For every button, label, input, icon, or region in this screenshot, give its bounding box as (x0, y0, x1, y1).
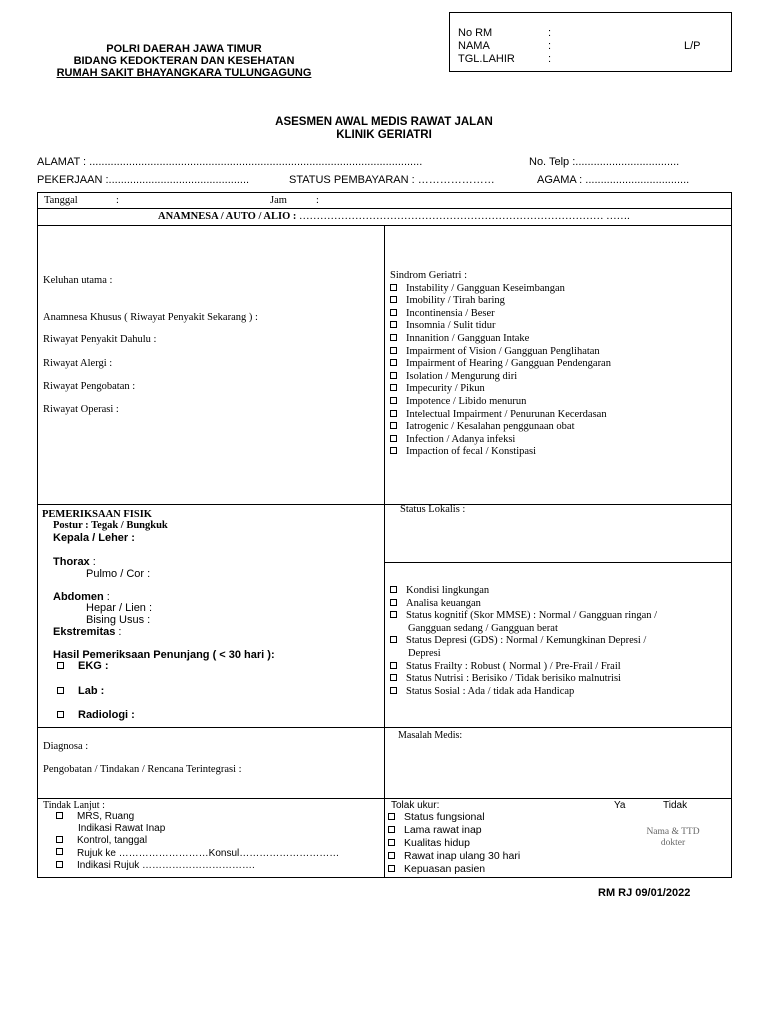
kepala-leher-field: Kepala / Leher : (53, 532, 135, 544)
bising-usus-field: Bising Usus : (86, 614, 151, 626)
no-rm-colon: : (548, 27, 552, 39)
tolak-ukur-title: Tolak ukur: (391, 800, 440, 811)
checkbox[interactable] (390, 284, 397, 291)
status-lokalis-field: Status Lokalis : (400, 504, 466, 515)
tindak-lanjut-list (56, 811, 339, 872)
status-item: Status kognitif (Skor MMSE) : Normal / Gangguan ringan / (390, 610, 730, 623)
thorax-field (53, 556, 96, 568)
rujuk-option: Rujuk ke ………………………Konsul………………………… (56, 848, 339, 860)
ekg-label: EKG : (78, 660, 109, 672)
tanggal-row (44, 195, 319, 206)
nama-label: NAMA (458, 40, 490, 52)
jam-label: Jam (270, 195, 287, 206)
postur-field: Postur : Tegak / Bungkuk (53, 520, 168, 531)
status-item: Status Frailty : Robust ( Normal ) / Pre-Frail / Frail (390, 661, 730, 674)
checkbox[interactable] (388, 865, 395, 872)
checkbox[interactable] (388, 813, 395, 820)
tolak-ukur-item: Lama rawat inap (388, 824, 520, 837)
checkbox[interactable] (390, 674, 397, 681)
anamnesis-field-khusus: Anamnesa Khusus ( Riwayat Penyakit Sekarang ) : (43, 312, 258, 323)
sindrom-item: Isolation / Mengurung diri (390, 371, 730, 384)
tolak-ukur-item: Kepuasan pasien (388, 863, 520, 876)
tanggal-colon: : (116, 195, 119, 206)
abdomen-colon: : (103, 591, 110, 603)
checkbox[interactable] (388, 839, 395, 846)
sindrom-item: Innanition / Gangguan Intake (390, 333, 730, 346)
sindrom-item: Incontinensia / Beser (390, 308, 730, 321)
agama-field: AGAMA : .................................. (537, 174, 690, 186)
checkbox[interactable] (390, 296, 397, 303)
checkbox[interactable] (390, 397, 397, 404)
jam-colon: : (316, 195, 319, 206)
mrs-option: MRS, Ruang (56, 811, 339, 823)
checkbox[interactable] (390, 447, 397, 454)
checkbox[interactable] (56, 861, 63, 868)
sindrom-item: Infection / Adanya infeksi (390, 434, 730, 447)
kontrol-option: Kontrol, tanggal (56, 835, 339, 847)
abdomen-label: Abdomen (53, 591, 104, 603)
checkbox[interactable] (390, 422, 397, 429)
checkbox[interactable] (56, 848, 63, 855)
diagnosa-field: Diagnosa : (43, 741, 89, 752)
checkbox[interactable] (390, 611, 397, 618)
sindrom-item: Insomnia / Sulit tidur (390, 320, 730, 333)
sindrom-item: Impaction of fecal / Konstipasi (390, 446, 730, 459)
sindrom-item: Instability / Gangguan Keseimbangan (390, 283, 730, 296)
checkbox[interactable] (390, 372, 397, 379)
checkbox[interactable] (390, 662, 397, 669)
anamnesis-field-pengobatan: Riwayat Pengobatan : (43, 381, 136, 392)
sindrom-item: Intelectual Impairment / Penurunan Kecerdasan (390, 409, 730, 422)
pulmo-cor-field: Pulmo / Cor : (86, 568, 151, 580)
anamnesa-label: ANAMNESA / AUTO / ALIO : (158, 211, 297, 222)
checkbox[interactable] (390, 334, 397, 341)
indikasi-rawat-inap: Indikasi Rawat Inap (78, 823, 166, 835)
radiologi-field (57, 709, 135, 721)
status-checklist (390, 585, 730, 698)
sindrom-item: Impecurity / Pikun (390, 383, 730, 396)
hepar-lien-field: Hepar / Lien : (86, 602, 153, 614)
thorax-colon: : (89, 556, 96, 568)
tgl-lahir-colon: : (548, 53, 552, 65)
checkbox[interactable] (390, 599, 397, 606)
nama-colon: : (548, 40, 552, 52)
lp-label: L/P (684, 40, 701, 52)
tolak-ukur-item: Status fungsional (388, 811, 520, 824)
patient-id-fields (458, 27, 701, 66)
lab-field (57, 685, 104, 697)
no-telp-field: No. Telp :.................................. (529, 156, 680, 168)
signature-line-2: dokter (660, 838, 686, 848)
ya-column-header: Ya (614, 800, 626, 811)
form-title (0, 116, 768, 142)
ekstremitas-field (53, 626, 122, 638)
status-item: Analisa keuangan (390, 598, 730, 611)
anamnesis-field-operasi: Riwayat Operasi : (43, 404, 119, 415)
signature-line-1: Nama & TTD (646, 827, 700, 837)
pemeriksaan-fisik-title: PEMERIKSAAN FISIK (42, 509, 152, 520)
doctor-signature-label (628, 827, 718, 849)
hasil-penunjang-field: Hasil Pemeriksaan Penunjang ( < 30 hari ): (53, 649, 275, 661)
alamat-field: ALAMAT : ............................................................................................................. (37, 156, 423, 168)
tidak-column-header: Tidak (663, 800, 688, 811)
ekstremitas-colon: : (115, 626, 122, 638)
checkbox[interactable] (390, 321, 397, 328)
checkbox[interactable] (390, 435, 397, 442)
checkbox[interactable] (388, 852, 395, 859)
checkbox[interactable] (388, 826, 395, 833)
org-line-3: RUMAH SAKIT BHAYANGKARA TULUNGAGUNG (56, 67, 312, 79)
form-code: RM RJ 09/01/2022 (598, 887, 691, 899)
sindrom-geriatri-title: Sindrom Geriatri : (390, 270, 467, 281)
checkbox[interactable] (390, 309, 397, 316)
no-rm-label: No RM (458, 27, 493, 39)
sindrom-item: Impairment of Vision / Gangguan Penglihatan (390, 346, 730, 359)
rule-below-tanggal (37, 208, 732, 209)
checkbox[interactable] (56, 812, 63, 819)
tindak-lanjut-title: Tindak Lanjut : (43, 800, 105, 811)
anamnesis-field-penyakit-dahulu: Riwayat Penyakit Dahulu : (43, 334, 157, 345)
status-item: Kondisi lingkungan (390, 585, 730, 598)
lab-label: Lab : (78, 685, 105, 697)
checkbox[interactable] (56, 836, 63, 843)
anamnesis-field-alergi: Riwayat Alergi : (43, 358, 113, 369)
ekstremitas-label: Ekstremitas (53, 626, 116, 638)
ekg-checkbox[interactable] (57, 662, 64, 669)
pengobatan-field: Pengobatan / Tindakan / Rencana Terintegrasi : (43, 764, 242, 775)
sindrom-geriatri-section (390, 270, 730, 459)
sindrom-item: Impotence / Libido menurun (390, 396, 730, 409)
org-line-1: POLRI DAERAH JAWA TIMUR (106, 43, 262, 55)
tgl-lahir-label: TGL.LAHIR (458, 53, 515, 65)
tolak-ukur-item: Rawat inap ulang 30 hari (388, 850, 520, 863)
tanggal-label: Tanggal (44, 195, 78, 206)
checkbox[interactable] (390, 410, 397, 417)
ekg-field (57, 660, 109, 672)
radiologi-label: Radiologi : (78, 709, 135, 721)
hospital-header (36, 43, 332, 79)
checkbox[interactable] (390, 687, 397, 694)
checkbox[interactable] (390, 636, 397, 643)
status-item: Status Nutrisi : Berisiko / Tidak berisiko malnutrisi (390, 673, 730, 686)
tolak-ukur-item: Kualitas hidup (388, 837, 520, 850)
status-pembayaran-field: STATUS PEMBAYARAN : ………………… (289, 174, 495, 186)
masalah-medis-field: Masalah Medis: (398, 730, 463, 741)
form-title-line-1: ASESMEN AWAL MEDIS RAWAT JALAN (275, 116, 493, 128)
status-item: Status Depresi (GDS) : Normal / Kemungkinan Depresi / (390, 635, 730, 648)
status-item-continuation: Gangguan sedang / Gangguan berat (408, 622, 558, 634)
sindrom-item: Iatrogenic / Kesalahan penggunaan obat (390, 421, 730, 434)
sindrom-item: Imobility / Tirah baring (390, 295, 730, 308)
table-center-divider (384, 225, 385, 878)
status-item: Status Sosial : Ada / tidak ada Handicap (390, 686, 730, 699)
sindrom-geriatri-list (390, 283, 730, 459)
org-line-2: BIDANG KEDOKTERAN DAN KESEHATAN (73, 55, 295, 67)
pekerjaan-field: PEKERJAAN :.............................................. (37, 174, 250, 186)
anamnesa-row (158, 211, 630, 222)
indikasi-rujuk-option: Indikasi Rujuk ……………………………. (56, 860, 339, 872)
form-title-line-2: KLINIK GERIATRI (336, 129, 432, 141)
checkbox[interactable] (390, 359, 397, 366)
sindrom-item: Impairment of Hearing / Gangguan Pendengaran (390, 358, 730, 371)
anamnesa-dots: …………………………………………………………………………… ……. (299, 211, 630, 222)
tolak-ukur-list (388, 811, 520, 876)
rule-below-status-lokalis (384, 562, 732, 563)
thorax-label: Thorax (53, 556, 90, 568)
lab-checkbox[interactable] (57, 687, 64, 694)
anamnesis-field-keluhan: Keluhan utama : (43, 275, 113, 286)
radiologi-checkbox[interactable] (57, 711, 64, 718)
checkbox[interactable] (390, 586, 397, 593)
checkbox[interactable] (390, 384, 397, 391)
status-item-continuation: Depresi (408, 647, 441, 659)
checkbox[interactable] (390, 347, 397, 354)
